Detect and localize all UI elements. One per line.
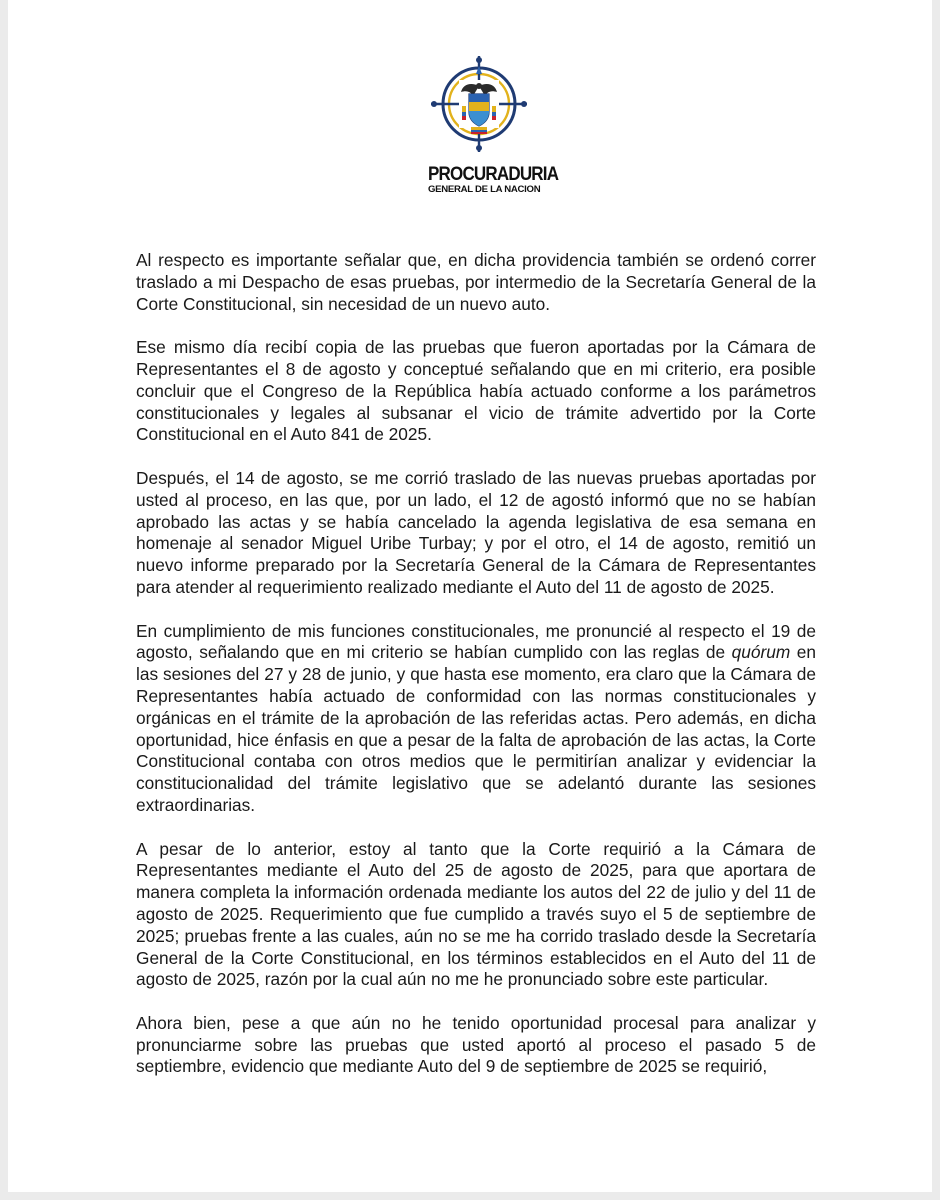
letter-body <box>136 250 816 1078</box>
brand-subtitle: GENERAL DE LA NACION <box>428 184 541 195</box>
paragraph-4 <box>136 621 816 817</box>
paragraph-3: Después, el 14 de agosto, se me corrió traslado de las nuevas pruebas aportadas por usted al proceso, en las que, por un lado, el 12 de agostó informó que no se habían aprobado las actas y se había cancelado la agenda legislativa de esa semana en homenaje al senador Miguel Uribe Turbay; y por el otro, el 14 de agosto, remitió un nuevo informe preparado por la Secretaría General de la Cámara de Representantes para atender al requerimiento realizado mediante el Auto del 11 de agosto de 2025. <box>136 467 816 597</box>
document-page <box>8 0 932 1192</box>
paragraph-1: Al respecto es importante señalar que, en dicha providencia también se ordenó correr traslado a mi Despacho de esas pruebas, por intermedio de la Secretaría General de la Corte Constitucional, sin necesidad de un nuevo auto. <box>136 250 816 314</box>
brand-title: PROCURADURIA <box>428 162 559 185</box>
paragraph-4-text-a: En cumplimiento de mis funciones constitucionales, me pronuncié al respecto el 19 de agosto, señalando que en mi criterio se habían cumplido con las reglas de <box>136 620 816 663</box>
institution-name <box>428 164 568 196</box>
paragraph-5: A pesar de lo anterior, estoy al tanto que la Corte requirió a la Cámara de Representantes mediante el Auto del 25 de agosto de 2025, para que aportara de manera completa la información ordenada mediante los autos del 22 de julio y del 11 de agosto de 2025. Requerimiento que fue cumplido a través suyo el 5 de septiembre de 2025; pruebas frente a las cuales, aún no se me ha corrido traslado desde la Secretaría General de la Corte Constitucional, en los términos establecidos en el Auto del 11 de agosto de 2025, razón por la cual aún no me he pronunciado sobre este particular. <box>136 838 816 990</box>
paragraph-4-italic-term: quórum <box>731 642 791 663</box>
paragraph-6: Ahora bien, pese a que aún no he tenido oportunidad procesal para analizar y pronunciarme sobre las pruebas que usted aportó al proceso el pasado 5 de septiembre, evidencio que mediante Auto del 9 de septiembre de 2025 se requirió, <box>136 1012 816 1077</box>
paragraph-4-text-b: en las sesiones del 27 y 28 de junio, y que hasta ese momento, era claro que la Cámara de Representantes había actuado de conformidad con las normas constitucionales y orgánicas en el trámite de la aprobación de las referidas actas. Pero además, en dicha oportunidad, hice énfasis en que a pesar de la falta de aprobación de las actas, la Corte Constitucional contaba con otros medios que le permitirían analizar y evidenciar la constitucionalidad del trámite legislativo que se adelantó durante las sesiones extraordinarias. <box>136 642 816 815</box>
paragraph-2: Ese mismo día recibí copia de las pruebas que fueron aportadas por la Cámara de Representantes el 8 de agosto y conceptué señalando que en mi criterio, era posible concluir que el Congreso de la República había actuado conforme a los parámetros constitucionales y legales al subsanar el vicio de trámite advertido por la Corte Constitucional en el Auto 841 de 2025. <box>136 337 816 445</box>
procuraduria-emblem-icon <box>429 56 529 156</box>
